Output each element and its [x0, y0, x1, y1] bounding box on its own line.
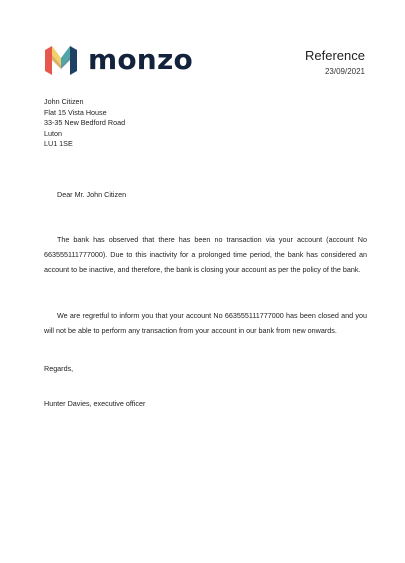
monzo-logo	[43, 43, 193, 79]
monzo-wordmark: monzo	[88, 43, 193, 76]
body-paragraph-1: The bank has observed that there has been no transaction via your account (account No 663555111777000). Due to this inactivity for a prolonged time period, the bank has considered an account to be inactive, and therefore, the bank is closing your account as per the policy of the bank.	[44, 235, 367, 274]
recipient-address	[44, 97, 125, 150]
address-line: John Citizen	[44, 97, 84, 106]
address-line: LU1 1SE	[44, 139, 73, 148]
salutation: Dear Mr. John Citizen	[57, 190, 127, 199]
address-line: 33-35 New Bedford Road	[44, 118, 126, 127]
reference-date: 23/09/2021	[324, 67, 365, 76]
address-line: Flat 15 Vista House	[44, 107, 107, 117]
body-paragraph-2: We are regretful to inform you that your account No 663555111777000 has been closed and you will not be able to perform any transaction from your account in our bank from new onwards.	[44, 311, 367, 335]
monzo-logo-icon	[43, 43, 79, 79]
address-line: Luton	[44, 128, 62, 138]
closing-regards: Regards,	[44, 364, 74, 373]
reference-block	[305, 48, 365, 77]
reference-title: Reference	[305, 48, 365, 63]
signature-line: Hunter Davies, executive officer	[44, 399, 146, 408]
